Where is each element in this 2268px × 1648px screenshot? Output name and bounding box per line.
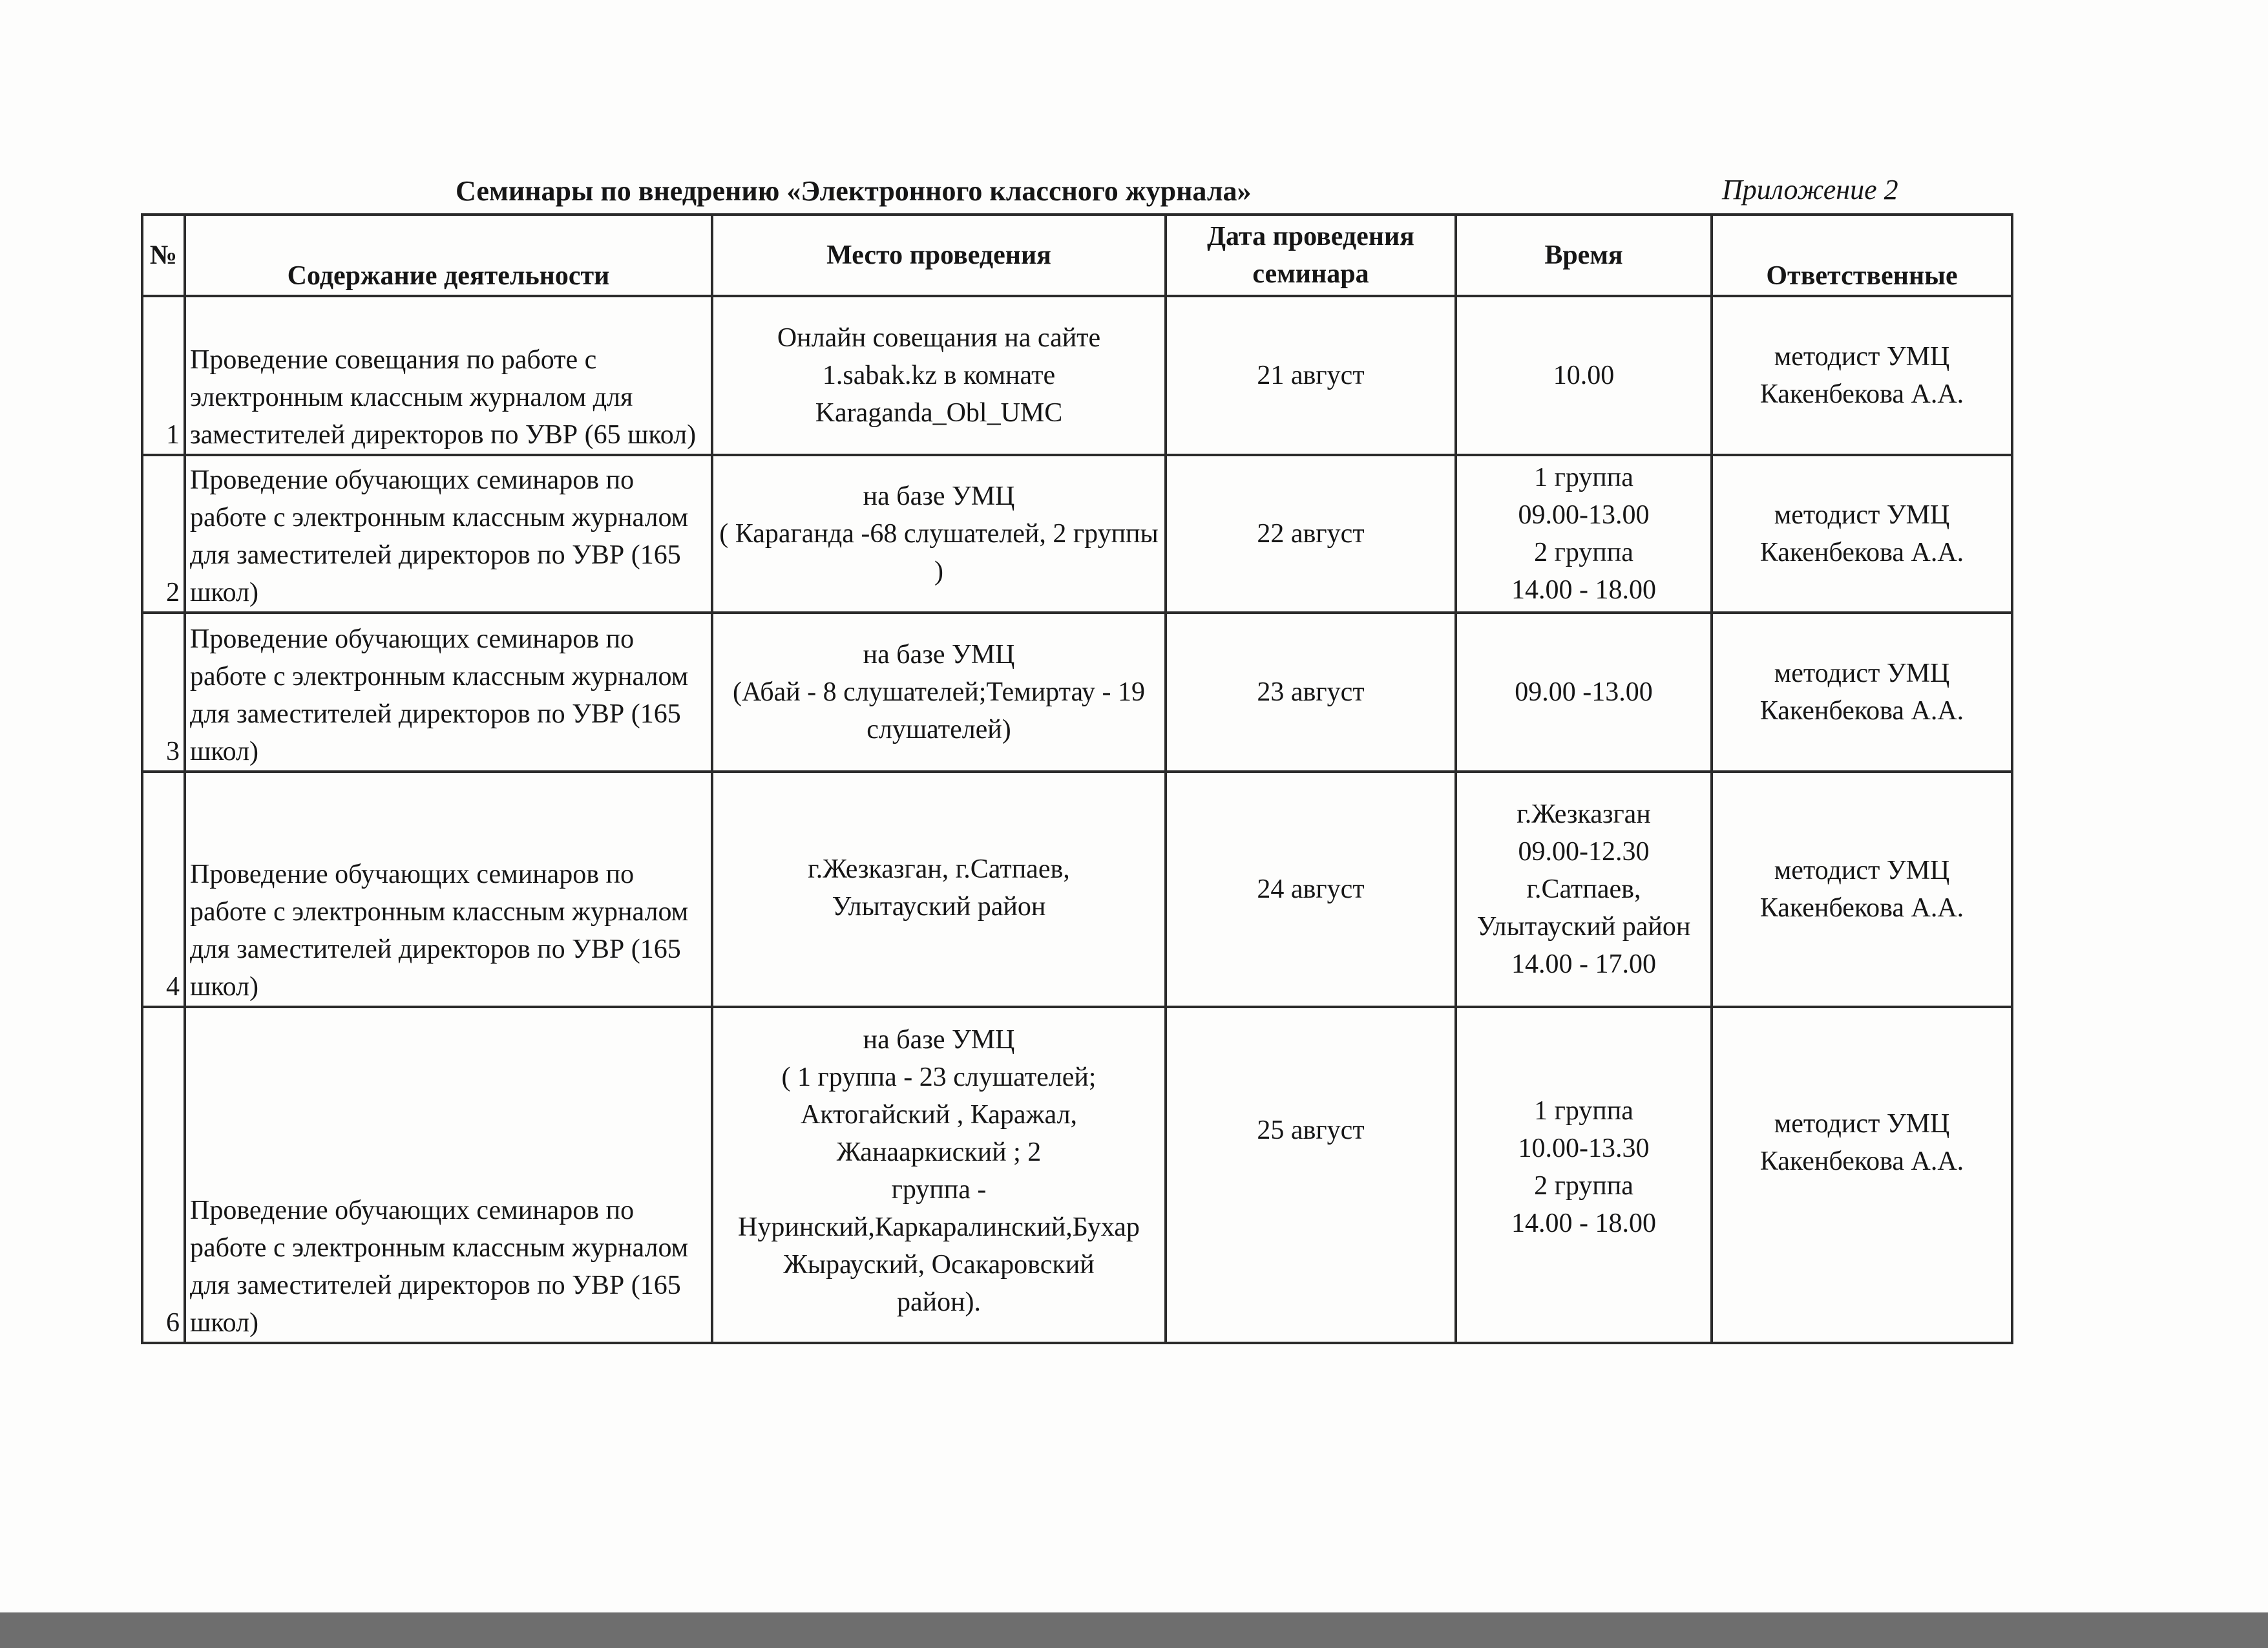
row-date: 23 август xyxy=(1166,613,1456,772)
appendix-label: Приложение 2 xyxy=(1722,174,1898,206)
row-responsible: методист УМЦ Какенбекова А.А. xyxy=(1712,613,2012,772)
table-row xyxy=(142,613,2012,772)
row-place: на базе УМЦ ( 1 группа - 23 слушателей; Актогайский , Каражал, Жанааркиский ; 2 группа - Нуринский,Каркаралинский,Бухар Жырауский, Осакаровский район). xyxy=(712,1007,1166,1343)
table-row xyxy=(142,772,2012,1007)
header-responsible: Ответственные xyxy=(1712,215,2012,296)
seminar-table xyxy=(141,213,2013,1344)
row-number: 6 xyxy=(142,1007,185,1343)
header-place: Место проведения xyxy=(712,215,1166,296)
row-content: Проведение совещания по работе с электронным классным журналом для заместителей директоров по УВР (65 школ) xyxy=(185,296,712,455)
row-content: Проведение обучающих семинаров по работе с электронным классным журналом для заместителей директоров по УВР (165 школ) xyxy=(185,455,712,613)
row-time: г.Жезказган 09.00-12.30 г.Сатпаев, Улытауский район 14.00 - 17.00 xyxy=(1456,772,1712,1007)
header-time: Время xyxy=(1456,215,1712,296)
row-date: 21 август xyxy=(1166,296,1456,455)
row-time: 1 группа 09.00-13.00 2 группа 14.00 - 18.00 xyxy=(1456,455,1712,613)
row-responsible: методист УМЦ Какенбекова А.А. xyxy=(1712,455,2012,613)
row-time: 09.00 -13.00 xyxy=(1456,613,1712,772)
row-content: Проведение обучающих семинаров по работе с электронным классным журналом для заместителей директоров по УВР (165 школ) xyxy=(185,772,712,1007)
header-date: Дата проведения семинара xyxy=(1166,215,1456,296)
row-content: Проведение обучающих семинаров по работе с электронным классным журналом для заместителей директоров по УВР (165 школ) xyxy=(185,613,712,772)
row-place: на базе УМЦ ( Караганда -68 слушателей, 2 группы ) xyxy=(712,455,1166,613)
row-content: Проведение обучающих семинаров по работе с электронным классным журналом для заместителей директоров по УВР (165 школ) xyxy=(185,1007,712,1343)
row-place: Онлайн совещания на сайте 1.sabak.kz в комнате Karaganda_Obl_UMC xyxy=(712,296,1166,455)
row-date: 24 август xyxy=(1166,772,1456,1007)
row-number: 4 xyxy=(142,772,185,1007)
row-time: 10.00 xyxy=(1456,296,1712,455)
table-row xyxy=(142,296,2012,455)
header-content: Содержание деятельности xyxy=(185,215,712,296)
row-place: на базе УМЦ (Абай - 8 слушателей;Темиртау - 19 слушателей) xyxy=(712,613,1166,772)
header-num: № xyxy=(142,215,185,296)
row-number: 2 xyxy=(142,455,185,613)
table-row xyxy=(142,455,2012,613)
row-date: 22 август xyxy=(1166,455,1456,613)
row-number: 1 xyxy=(142,296,185,455)
scan-edge-bar xyxy=(0,1612,2268,1648)
table-header-row xyxy=(142,215,2012,296)
table-row xyxy=(142,1007,2012,1343)
row-responsible: методист УМЦ Какенбекова А.А. xyxy=(1712,772,2012,1007)
row-responsible: методист УМЦ Какенбекова А.А. xyxy=(1712,296,2012,455)
page-title: Семинары по внедрению «Электронного классного журнала» xyxy=(456,175,1252,207)
row-date: 25 август xyxy=(1166,1007,1456,1343)
row-place: г.Жезказган, г.Сатпаев, Улытауский район xyxy=(712,772,1166,1007)
row-time: 1 группа 10.00-13.30 2 группа 14.00 - 18.00 xyxy=(1456,1007,1712,1343)
row-number: 3 xyxy=(142,613,185,772)
row-responsible: методист УМЦ Какенбекова А.А. xyxy=(1712,1007,2012,1343)
